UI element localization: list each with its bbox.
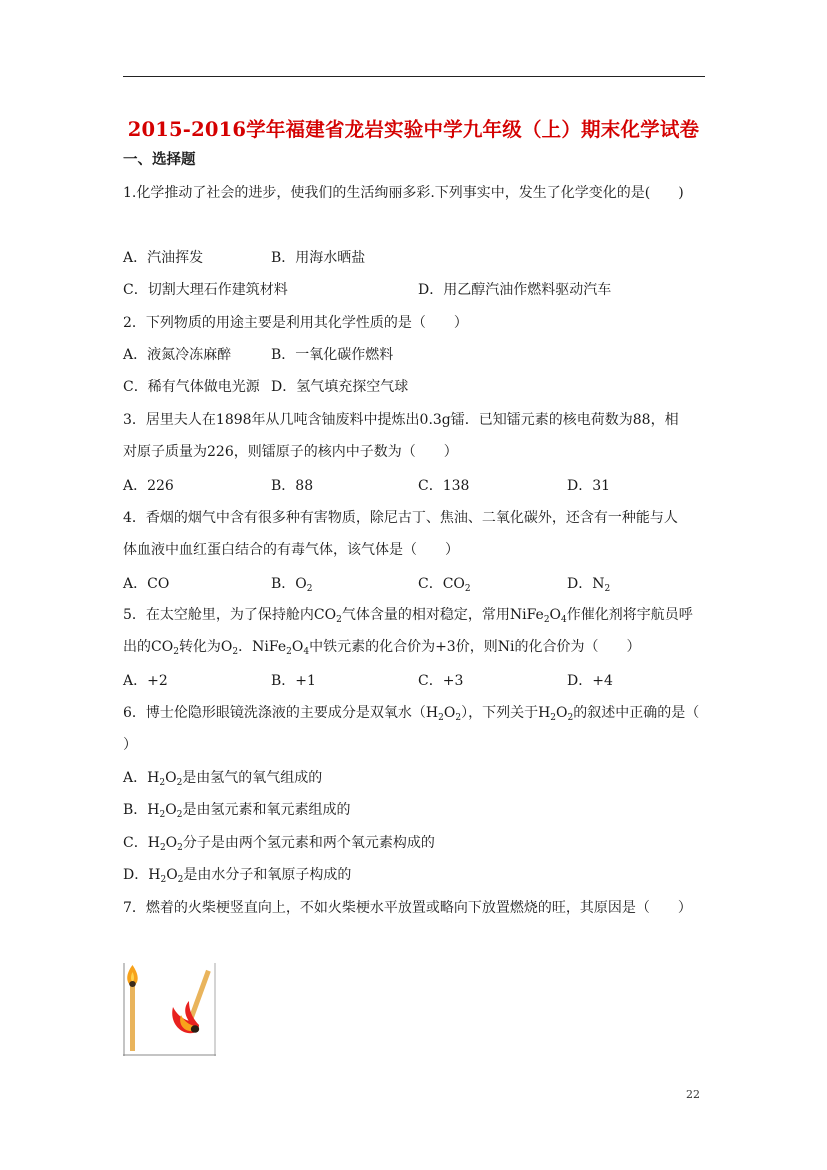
header-rule bbox=[123, 76, 705, 77]
q2-option-b: B．一氧化碳作燃料 bbox=[271, 347, 394, 363]
page-number: 22 bbox=[686, 1088, 700, 1101]
q4-option-c: C．$CO_2$ bbox=[418, 576, 471, 594]
q2-option-d: D．氢气填充探空气球 bbox=[271, 379, 409, 395]
q1-option-a: A．汽油挥发 bbox=[123, 250, 204, 266]
q5-option-a: A．+2 bbox=[123, 673, 168, 689]
q5-option-c: C．+3 bbox=[418, 673, 464, 689]
q1-option-d: D．用乙醇汽油作燃料驱动汽车 bbox=[418, 282, 612, 298]
q2-stem: 2．下列物质的用途主要是利用其化学性质的是（ ） bbox=[123, 315, 468, 331]
matches-illustration bbox=[123, 963, 216, 1056]
section-heading: 一、选择题 bbox=[123, 151, 196, 168]
q3-option-a: A．226 bbox=[123, 478, 174, 494]
q5-option-d: D．+4 bbox=[567, 673, 613, 689]
q4-option-b: B．$O_2$ bbox=[271, 576, 313, 594]
q1-stem: 1.化学推动了社会的进步，使我们的生活绚丽多彩.下列事实中，发生了化学变化的是( ) bbox=[123, 185, 684, 201]
q6-option-d: D．$H_2O_2$是由水分子和氧原子构成的 bbox=[123, 867, 352, 885]
q4-stem-line2: 体血液中血红蛋白结合的有毒气体，该气体是（ ） bbox=[123, 542, 459, 558]
q5-stem-line1: 5．在太空舱里，为了保持舱内$CO_2$气体含量的相对稳定，常用$NiFe_2O_4$作催化剂将宇航员呼 bbox=[123, 607, 693, 625]
q3-option-d: D．31 bbox=[567, 478, 611, 494]
q2-option-a: A．液氮冷冻麻醉 bbox=[123, 347, 232, 363]
q4-stem-line1: 4．香烟的烟气中含有很多种有害物质，除尼古丁、焦油、二氧化碳外，还含有一种能与人 bbox=[123, 510, 678, 526]
q4-option-d: D．$N_2$ bbox=[567, 576, 611, 594]
q6-stem-line1: 6．博士伦隐形眼镜洗涤液的主要成分是双氧水$(H_2O_2)$，下列关于$H_2O_2$的叙述中正确的是（ bbox=[123, 705, 700, 723]
q6-option-a: A．$H_2O_2$是由氢气的氧气组成的 bbox=[123, 770, 323, 788]
tilted-match-icon bbox=[172, 970, 211, 1033]
q3-option-c: C．138 bbox=[418, 478, 470, 494]
q6-option-c: C．$H_2O_2$分子是由两个氢元素和两个氧元素构成的 bbox=[123, 835, 435, 853]
exam-title: 2015-2016学年福建省龙岩实验中学九年级（上）期末化学试卷 bbox=[127, 118, 700, 141]
q5-stem-line2: 出的$CO_2$转化为$O_2$．$NiFe_2O_4$中铁元素的化合价为+3价，则Ni的化合价为（ ） bbox=[123, 639, 641, 657]
q7-stem: 7．燃着的火柴梗竖直向上，不如火柴梗水平放置或略向下放置燃烧的旺，其原因是（ ） bbox=[123, 900, 692, 916]
q5-option-b: B．+1 bbox=[271, 673, 316, 689]
q2-option-c: C．稀有气体做电光源 bbox=[123, 379, 260, 395]
q6-stem-line2: ） bbox=[123, 737, 137, 753]
q1-option-c: C．切割大理石作建筑材料 bbox=[123, 282, 288, 298]
q1-option-b: B．用海水晒盐 bbox=[271, 250, 366, 266]
upright-match-icon bbox=[127, 965, 137, 1051]
q3-option-b: B．88 bbox=[271, 478, 314, 494]
q4-option-a: A．CO bbox=[123, 576, 170, 592]
q6-option-b: B．$H_2O_2$是由氢元素和氧元素组成的 bbox=[123, 802, 351, 820]
q3-stem-line1: 3．居里夫人在1898年从几吨含铀废料中提炼出0.3g镭．已知镭元素的核电荷数为88，相 bbox=[123, 412, 679, 428]
q3-stem-line2: 对原子质量为226，则镭原子的核内中子数为（ ） bbox=[123, 444, 458, 460]
